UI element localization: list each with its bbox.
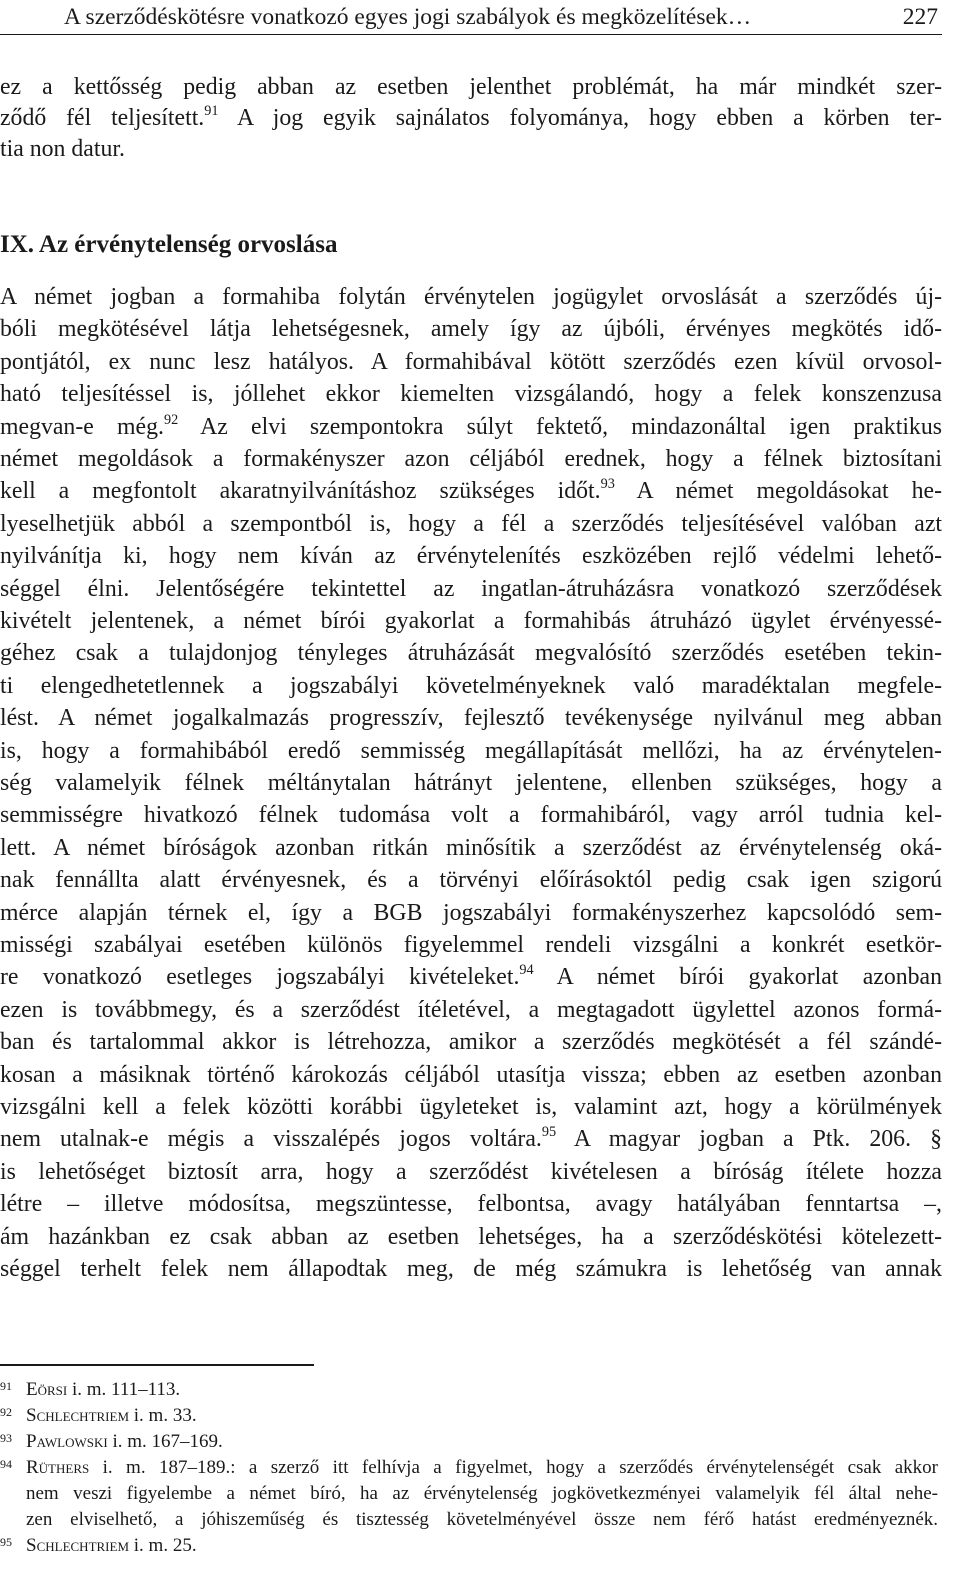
text-line (0, 103, 942, 133)
footnote-number: 92 (0, 1405, 12, 1419)
text-line (0, 476, 942, 506)
text-line (0, 379, 942, 409)
text-segment: A magyar jogban a Ptk. 206. § (556, 1126, 942, 1153)
footnote-author: Schlechtriem (26, 1535, 130, 1556)
text-segment: A német bírói gyakorlat azonban (533, 964, 942, 991)
text-segment: semmisségre hivatkozó félnek tudomása volt a formahibáról, vagy arról tudnia kel- (0, 802, 942, 829)
page-number: 227 (902, 4, 938, 30)
text-segment: A német jogban a formahiba folytán érvénytelen jogügylet orvoslását a szerződés új- (0, 284, 942, 310)
footnote-rule (0, 1364, 314, 1366)
footnote-reference: i. m. 111–113. (67, 1379, 181, 1400)
footnote-number: 94 (0, 1457, 12, 1471)
text-segment: bóli megkötésével látja lehetségesnek, amely így az újbóli, érvényes megkötés idő- (0, 316, 942, 343)
text-segment: A jog egyik sajnálatos folyománya, hogy ebben a körben ter- (218, 105, 942, 131)
running-title: A szerződéskötésre vonatkozó egyes jogi szabályok és megközelítések… (64, 4, 752, 30)
text-line (0, 768, 942, 798)
footnote-continuation (0, 1507, 942, 1533)
footnote-reference: i. m. 25. (129, 1535, 197, 1556)
text-line (0, 134, 942, 164)
text-segment: séggel élni. Jelentőségére tekintettel az ingatlan-átruházásra vonatkozó szerződések (0, 575, 942, 602)
footnote-text (26, 1455, 938, 1481)
footnote-94 (0, 1455, 942, 1481)
footnote-ref[interactable]: 92 (163, 411, 179, 428)
text-line (0, 347, 942, 377)
footnote-ref[interactable]: 94 (519, 962, 534, 979)
text-segment: pontjától, ex nunc lesz hatályos. A formahibával kötött szerződés ezen kívül orvosol- (0, 348, 942, 375)
footnote-ref[interactable]: 91 (204, 103, 219, 120)
text-segment: ám hazánkban ez csak abban az esetben lehetséges, ha a szerződéskötési kötelezett- (0, 1223, 942, 1250)
text-line (0, 314, 942, 344)
running-header (0, 0, 942, 35)
text-segment: mérce alapján térnek el, így a BGB jogszabályi formakényszerhez kapcsolódó sem- (0, 899, 942, 926)
text-line (0, 412, 942, 442)
text-segment: tia non datur. (0, 136, 125, 162)
text-segment: ezen is továbbmegy, és a szerződést ítéletével, a megtagadott ügylettel azonos formá- (0, 996, 942, 1023)
text-line (0, 833, 942, 863)
footnote-text: nem veszi figyelembe a német bíró, ha az érvénytelenség jogkövetkezményei valamelyik fél által nehe- (26, 1483, 938, 1504)
text-segment: kell a megfontolt akaratnyilvánításhoz szükséges időt. (0, 478, 601, 505)
text-line (0, 995, 942, 1025)
text-segment: ti elengedhetetlennek a jogszabályi követelményeknek való maradéktalan megfele- (0, 672, 942, 699)
text-segment: lyeselhetjük abból a szempontból is, hogy a fél a szerződés teljesítésével valóban azt (0, 510, 942, 537)
footnote-91 (0, 1377, 942, 1403)
text-segment: nem utalnak-e mégis a visszalépés jogos voltára. (0, 1126, 542, 1153)
footnote-text (26, 1429, 938, 1455)
text-line (0, 72, 942, 102)
footnote-text (26, 1533, 938, 1559)
text-segment: vizsgálni kell a felek közötti korábbi ügyleteket is, valamint azt, hogy a körülmények (0, 1094, 942, 1120)
text-segment: A német megoldásokat he- (614, 478, 942, 505)
footnote-author: Eörsi (26, 1379, 68, 1400)
text-segment: Az elvi szempontokra súlyt fektető, mindazonáltal igen praktikus (178, 413, 942, 440)
text-line (0, 1254, 942, 1284)
footnote-author: Schlechtriem (26, 1405, 130, 1426)
footnote-number: 93 (0, 1431, 12, 1445)
text-line (0, 1124, 942, 1154)
text-segment: ződő fél teljesített. (0, 105, 205, 131)
text-segment: géhez csak a tulajdonjog tényleges átruházását megvalósító szerződés esetében tekin- (0, 640, 942, 667)
text-line (0, 606, 942, 636)
text-line (0, 282, 942, 312)
footnote-number: 95 (0, 1535, 12, 1549)
text-segment: séggel terhelt felek nem állapodtak meg, de még számukra is lehetőség van annak (0, 1256, 942, 1282)
text-segment: misségi szabályai esetében különös figyelemmel rendeli vizsgálni a konkrét esetkör- (0, 932, 942, 958)
text-line (0, 444, 942, 474)
text-line (0, 1092, 942, 1122)
text-line (0, 671, 942, 701)
text-line (0, 509, 942, 539)
text-segment: is lehetőséget biztosít arra, hogy a szerződést kivételesen a bíróság ítélete hozza (0, 1158, 942, 1185)
text-line (0, 1027, 942, 1057)
footnote-92 (0, 1403, 942, 1429)
footnote-number: 91 (0, 1379, 12, 1393)
footnote-text: zen elviselhető, a jóhiszeműség és tisztesség követelményével össze nem férő hatást eredményeznék. (26, 1509, 938, 1530)
text-segment: ban és tartalommal akkor is létrehozza, amikor a szerződés megkötését a fél szándé- (0, 1029, 942, 1056)
footnote-ref[interactable]: 93 (600, 476, 615, 493)
text-line (0, 898, 942, 928)
text-line (0, 574, 942, 604)
footnote-reference: i. m. 187–189.: a szerző itt felhívja a figyelmet, hogy a szerződés érvénytelenségét csak akkor (89, 1457, 938, 1478)
text-line (0, 541, 942, 571)
text-line (0, 962, 942, 992)
text-segment: re vonatkozó esetleges jogszabályi kivételeket. (0, 964, 520, 991)
footnote-author: Rüthers (26, 1457, 90, 1478)
footnote-ref[interactable]: 95 (541, 1124, 557, 1141)
text-segment: ez a kettősség pedig abban az esetben jelenthet problémát, ha már mindkét szer- (0, 74, 942, 100)
text-line (0, 1189, 942, 1219)
footnote-author: Pawlowski (26, 1431, 108, 1452)
text-line (0, 1060, 942, 1090)
text-segment: nak fennállta alatt érvényesnek, és a törvényi előírásoktól pedig csak igen szigorú (0, 867, 942, 894)
text-line (0, 638, 942, 668)
section-heading: IX. Az érvénytelenség orvoslása (0, 231, 338, 258)
footnote-reference: i. m. 167–169. (107, 1431, 223, 1452)
text-line (0, 800, 942, 830)
text-segment: is, hogy a formahibából eredő semmisség megállapítását mellőzi, ha az érvénytelen- (0, 737, 942, 764)
text-segment: német megoldások a formakényszer azon céljából erednek, hogy a félnek biztosítani (0, 446, 942, 472)
text-segment: megvan-e még. (0, 413, 164, 440)
text-line (0, 930, 942, 960)
footnote-continuation (0, 1481, 942, 1507)
text-segment: lett. A német bíróságok azonban ritkán minősítik a szerződést az érvénytelenség oká- (0, 834, 942, 861)
text-line (0, 1157, 942, 1187)
text-segment: kosan a másiknak történő károkozás céljából utasítja vissza; ebben az esetben azonban (0, 1061, 942, 1088)
footnote-95 (0, 1533, 942, 1559)
text-line (0, 703, 942, 733)
footnote-text (26, 1377, 938, 1403)
text-segment: nyilvánítja ki, hogy nem kíván az érvénytelenítés eszközében rejlő védelmi lehető- (0, 543, 942, 570)
text-line (0, 1222, 942, 1252)
text-segment: kivételt jelentenek, a német bírói gyakorlat a formahibás átruházó ügylet érvényessé- (0, 608, 942, 634)
text-line (0, 865, 942, 895)
footnote-text (26, 1403, 938, 1429)
text-segment: ható teljesítéssel is, jóllehet ekkor kiemelten vizsgálandó, hogy a felek konszenzusa (0, 381, 942, 408)
footnote-93 (0, 1429, 942, 1455)
text-segment: ség valamelyik félnek méltánytalan hátrányt jelentene, ellenben szükséges, hogy a (0, 770, 942, 796)
text-segment: létre – illetve módosítsa, megszüntesse, felbontsa, avagy hatályában fenntartsa –, (0, 1191, 942, 1218)
text-segment: lést. A német jogalkalmazás progresszív, fejlesztő tevékenysége nyilvánul meg abban (0, 705, 942, 732)
footnote-reference: i. m. 33. (129, 1405, 197, 1426)
text-line (0, 736, 942, 766)
